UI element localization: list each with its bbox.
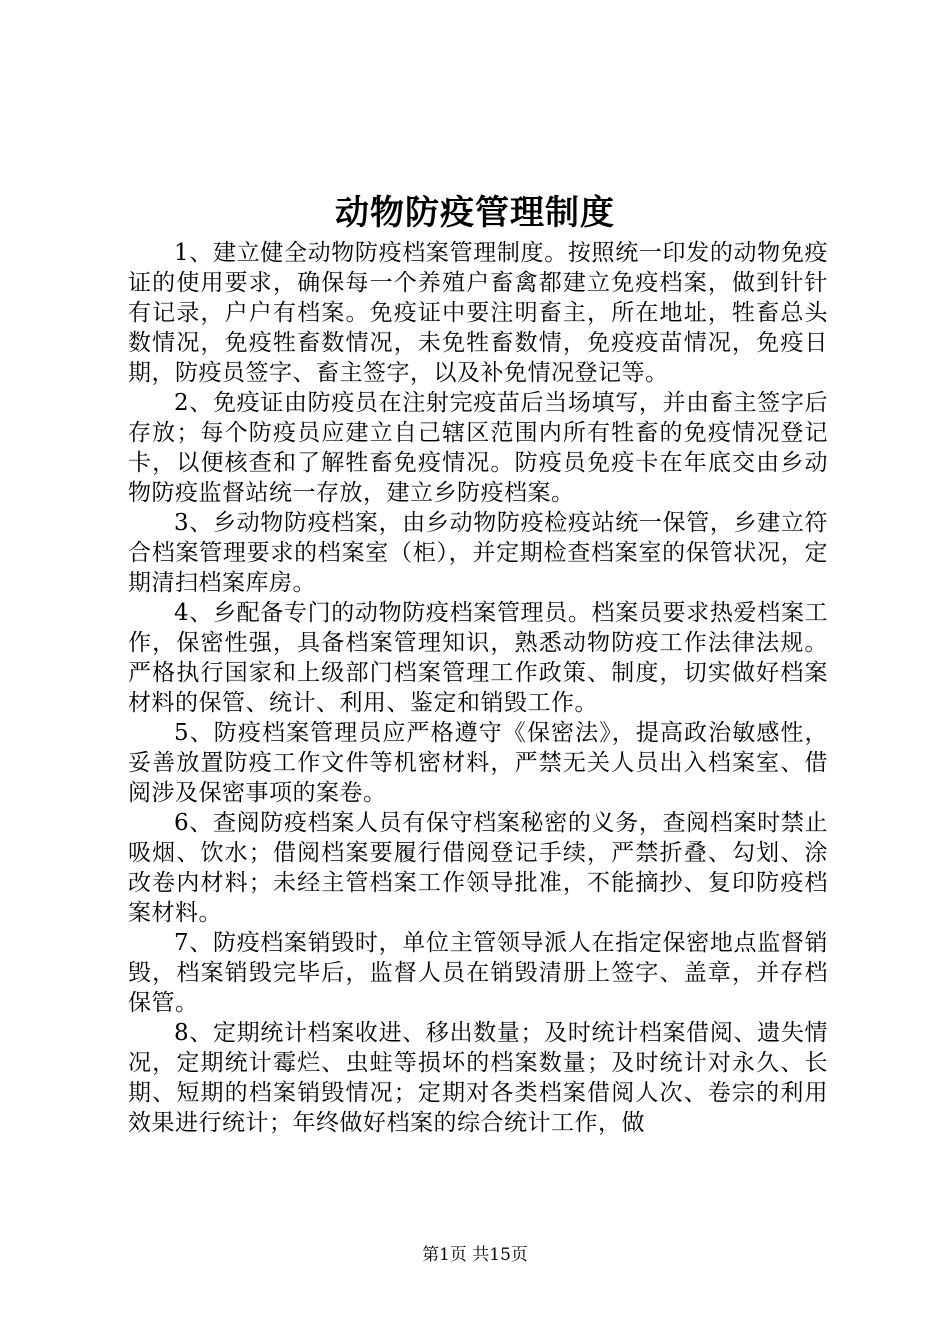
document-body <box>128 238 828 1138</box>
paragraph-1: 1、建立健全动物防疫档案管理制度。按照统一印发的动物免疫证的使用要求，确保每一个养殖户畜禽都建立免疫档案，做到针针有记录，户户有档案。免疫证中要注明畜主，所在地址，牲畜总头数情况，免疫牲畜数情况，未免牲畜数情，免疫疫苗情况，免疫日期，防疫员签字、畜主签字，以及补免情况登记等。 <box>128 240 828 386</box>
paragraph-5: 5、防疫档案管理员应严格遵守《保密法》，提高政治敏感性，妥善放置防疫工作文件等机密材料，严禁无关人员出入档案室、借阅涉及保密事项的案卷。 <box>128 720 828 806</box>
paragraph-3: 3、乡动物防疫档案，由乡动物防疫检疫站统一保管，乡建立符合档案管理要求的档案室（柜），并定期检查档案室的保管状况，定期清扫档案库房。 <box>128 510 828 596</box>
paragraph-6: 6、查阅防疫档案人员有保守档案秘密的义务，查阅档案时禁止吸烟、饮水；借阅档案要履行借阅登记手续，严禁折叠、勾划、涂改卷内材料；未经主管档案工作领导批准，不能摘抄、复印防疫档案材料。 <box>128 810 828 926</box>
paragraph-4: 4、乡配备专门的动物防疫档案管理员。档案员要求热爱档案工作，保密性强，具备档案管理知识，熟悉动物防疫工作法律法规。严格执行国家和上级部门档案管理工作政策、制度，切实做好档案材料的保管、统计、利用、鉴定和销毁工作。 <box>128 600 828 716</box>
document-title: 动物防疫管理制度 <box>335 193 615 233</box>
paragraph-8: 8、定期统计档案收进、移出数量；及时统计档案借阅、遗失情况，定期统计霉烂、虫蛀等损坏的档案数量；及时统计对永久、长期、短期的档案销毁情况；定期对各类档案借阅人次、卷宗的利用效果进行统计；年终做好档案的综合统计工作，做 <box>128 1020 828 1136</box>
paragraph-7: 7、防疫档案销毁时，单位主管领导派人在指定保密地点监督销毁，档案销毁完毕后，监督人员在销毁清册上签字、盖章，并存档保管。 <box>128 930 828 1016</box>
page-indicator: 第1页 共15页 <box>422 1245 528 1265</box>
paragraph-2: 2、免疫证由防疫员在注射完疫苗后当场填写，并由畜主签字后存放；每个防疫员应建立自己辖区范围内所有牲畜的免疫情况登记卡，以便核查和了解牲畜免疫情况。防疫员免疫卡在年底交由乡动物防疫监督站统一存放，建立乡防疫档案。 <box>128 390 828 506</box>
